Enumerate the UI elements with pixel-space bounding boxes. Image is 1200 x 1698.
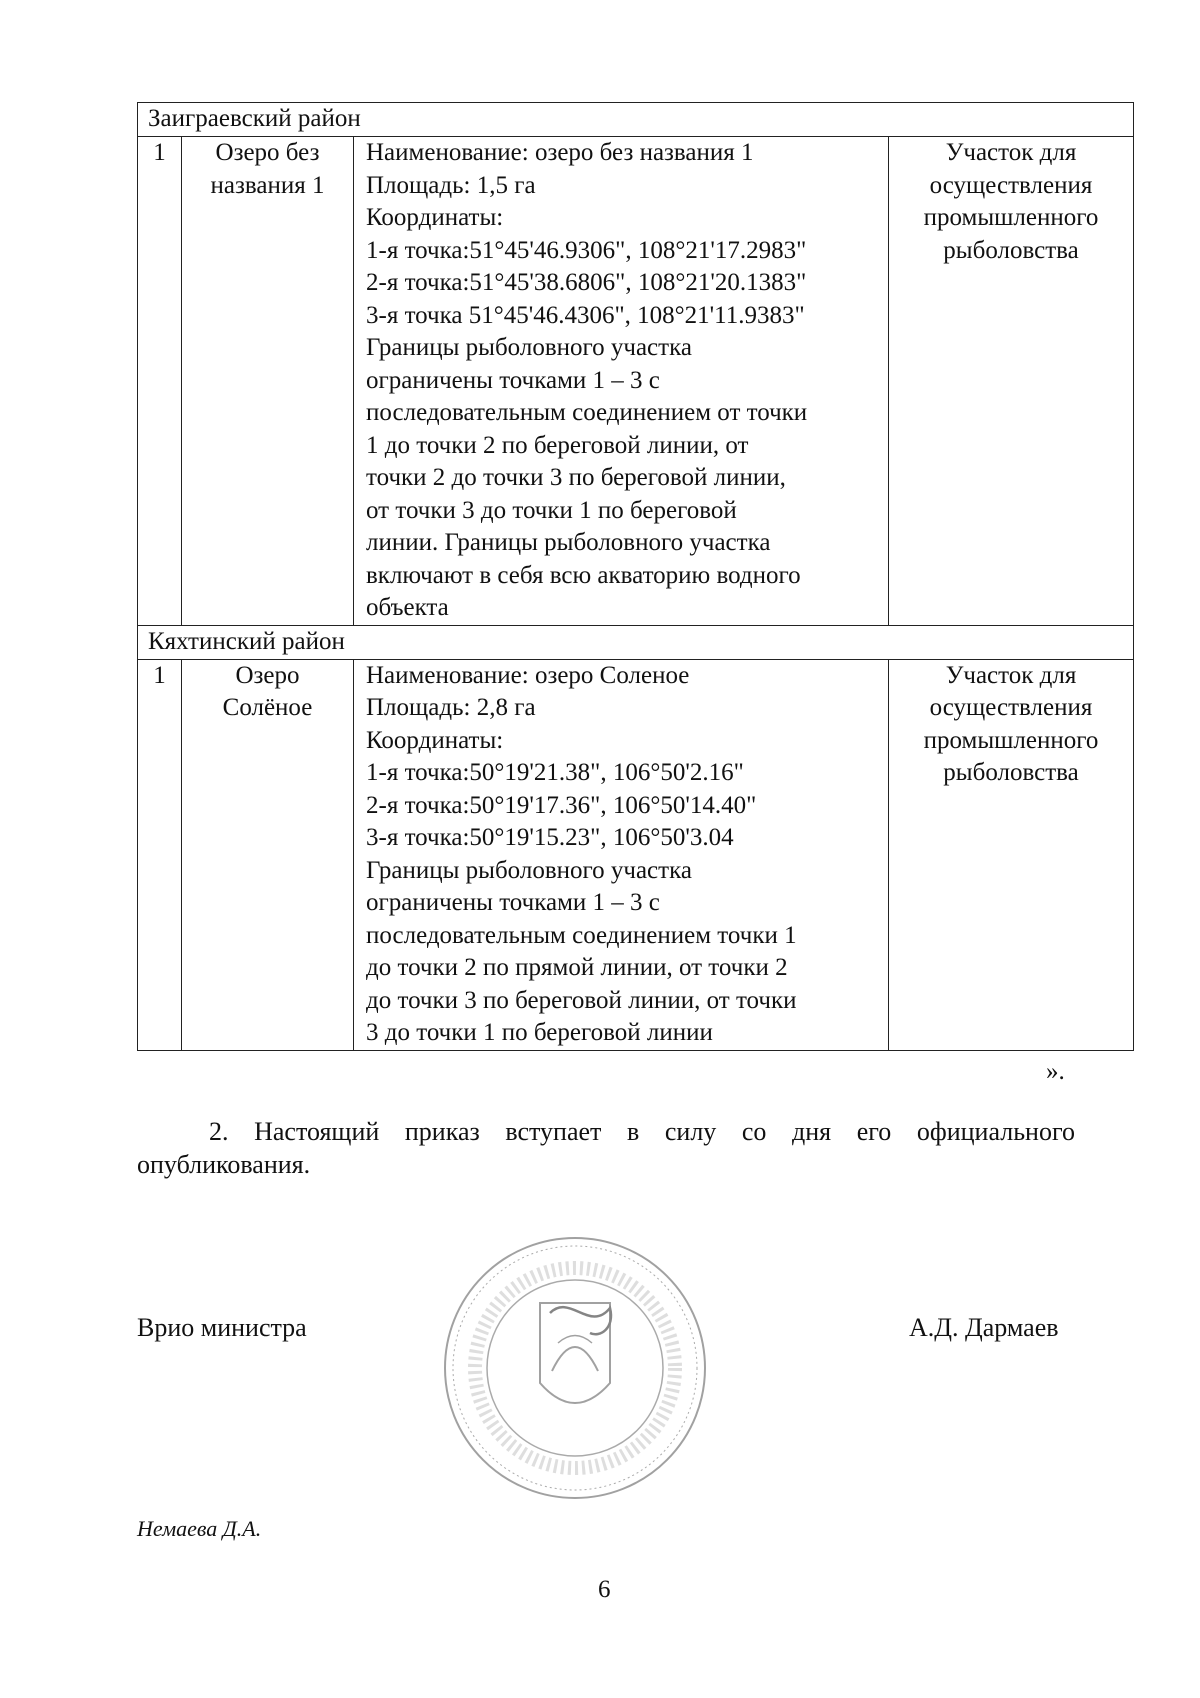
area-description-line: Границы рыболовного участка: [366, 334, 692, 361]
signatory-position: Врио министра: [137, 1313, 307, 1342]
row-number: 1: [138, 659, 182, 1050]
official-seal-stamp: [440, 1233, 710, 1503]
area-purpose-line: осуществления: [929, 694, 1093, 721]
area-purpose: [889, 137, 1134, 626]
area-description-line: 3 до точки 1 по береговой линии: [366, 1019, 713, 1046]
area-description-line: до точки 3 по береговой линии, от точки: [366, 986, 797, 1014]
area-description-line: 1-я точка:51°45'46.9306", 108°21'17.2983": [366, 236, 807, 264]
area-description-line: включают в себя всю акваторию водного: [366, 561, 801, 589]
clause-line-2: опубликования.: [137, 1150, 311, 1179]
signatory-name: А.Д. Дармаев: [909, 1313, 1059, 1342]
area-description-line: ограничены точками 1 – 3 с: [366, 889, 660, 916]
district-header-row: [138, 103, 1134, 137]
area-purpose: [889, 659, 1134, 1050]
area-description-line: Наименование: озеро Соленое: [366, 661, 690, 689]
table-row: [138, 137, 1134, 626]
clause-line-1: 2. Настоящий приказ вступает в силу со дня его официального: [209, 1117, 1075, 1146]
closing-quote: ».: [1046, 1058, 1065, 1085]
lake-name-line: Озеро: [235, 661, 300, 689]
area-purpose-line: осуществления: [929, 171, 1093, 199]
area-purpose-line: промышленного: [923, 726, 1099, 754]
area-description-line: Площадь: 1,5 га: [366, 171, 536, 199]
area-purpose-line: промышленного: [923, 204, 1099, 231]
row-number: 1: [138, 137, 182, 626]
area-description-line: от точки 3 до точки 1 по береговой: [366, 496, 737, 524]
area-description-line: Координаты:: [366, 726, 504, 754]
page-number: 6: [598, 1576, 611, 1603]
area-description-line: объекта: [366, 594, 449, 621]
district-name: Заиграевский район: [138, 103, 1134, 137]
area-description-line: Наименование: озеро без названия 1: [366, 139, 754, 166]
lake-name-line: названия 1: [210, 171, 325, 199]
area-description-line: последовательным соединением от точки: [366, 399, 808, 426]
area-description-line: 1 до точки 2 по береговой линии, от: [366, 431, 749, 459]
area-description-line: 3-я точка 51°45'46.4306", 108°21'11.9383": [366, 301, 805, 329]
area-purpose-line: Участок для: [945, 139, 1077, 166]
lake-name-line: Солёное: [222, 694, 313, 721]
fishing-areas-table: [137, 102, 1134, 1051]
area-description: [354, 659, 889, 1050]
lake-name-line: Озеро без: [215, 139, 320, 166]
area-description-line: точки 2 до точки 3 по береговой линии,: [366, 464, 786, 491]
area-purpose-line: рыболовства: [943, 236, 1079, 264]
lake-name: [182, 137, 354, 626]
area-description-line: ограничены точками 1 – 3 с: [366, 366, 660, 394]
executor-name: Немаева Д.А.: [137, 1516, 262, 1541]
area-description: [354, 137, 889, 626]
lake-name: [182, 659, 354, 1050]
district-name: Кяхтинский район: [138, 625, 1134, 659]
area-description-line: 2-я точка:51°45'38.6806", 108°21'20.1383": [366, 269, 807, 296]
clause-2: [137, 1115, 1075, 1181]
district-header-row: [138, 625, 1134, 659]
area-description-line: последовательным соединением точки 1: [366, 921, 797, 949]
area-description-line: до точки 2 по прямой линии, от точки 2: [366, 954, 788, 981]
area-description-line: Границы рыболовного участка: [366, 856, 692, 884]
area-description-line: линии. Границы рыболовного участка: [366, 529, 771, 556]
table-row: [138, 659, 1134, 1050]
area-description-line: 1-я точка:50°19'21.38", 106°50'2.16": [366, 759, 744, 786]
area-purpose-line: рыболовства: [943, 759, 1079, 786]
area-description-line: 3-я точка:50°19'15.23", 106°50'3.04: [366, 824, 734, 851]
area-description-line: Площадь: 2,8 га: [366, 694, 536, 721]
area-purpose-line: Участок для: [945, 661, 1077, 689]
area-description-line: 2-я точка:50°19'17.36", 106°50'14.40": [366, 791, 757, 819]
area-description-line: Координаты:: [366, 204, 504, 231]
